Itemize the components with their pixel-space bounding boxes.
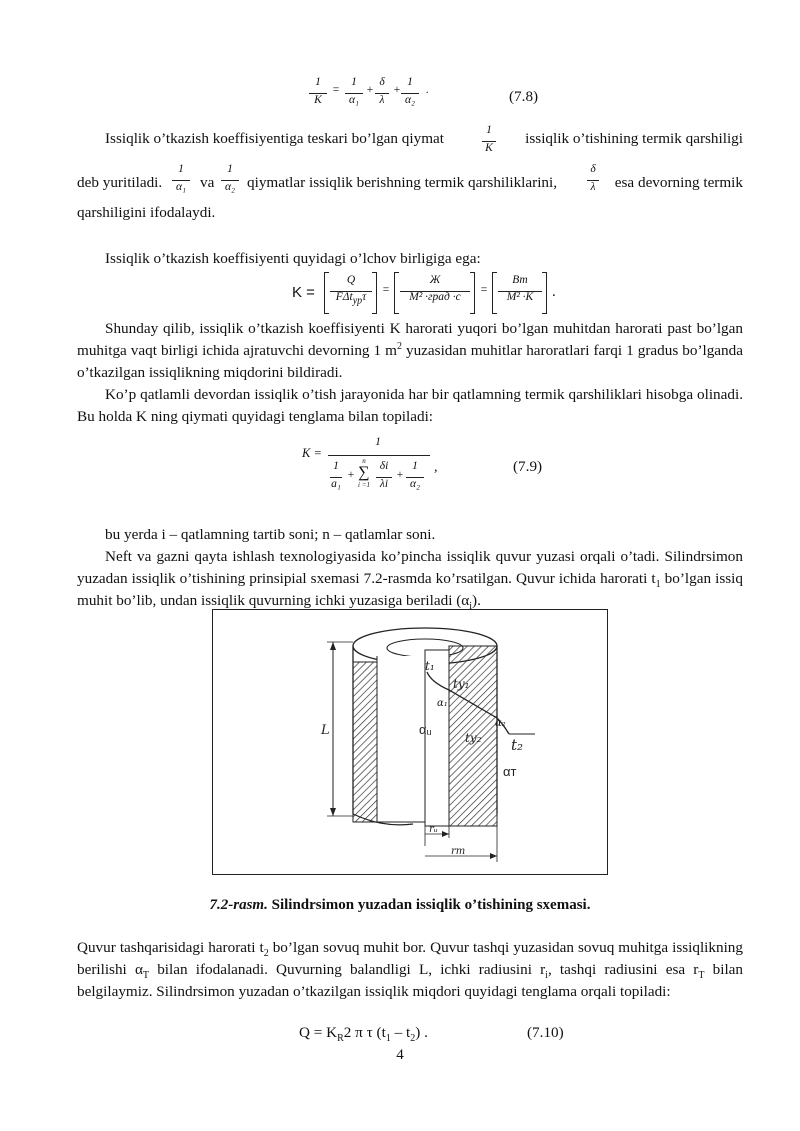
para8-sub4: T	[698, 970, 705, 982]
eq78-dot: .	[426, 84, 429, 96]
equation-7-8	[305, 74, 445, 118]
para4-sup: 2	[396, 340, 402, 352]
para2-f3-den: λ	[590, 181, 596, 193]
units-equation	[292, 270, 572, 316]
para7-text-b: bo’lgan issiq muhit bo’lib, undan issiqlik quvurning ichki yuzasiga beriladi (α	[77, 570, 743, 609]
eq78-lhs-num: 1	[315, 76, 321, 88]
para8-text-e: bilan belgilaymiz. Silindrsimon yuzadan o’tkazilgan issiqlik miqdori quyidagi tenglama orqali topiladi:	[77, 961, 744, 1000]
eq79-d3-num: 1	[412, 460, 418, 472]
label-t1: t₁	[425, 659, 435, 673]
eq78-t1-den: α₁	[348, 94, 360, 106]
para2-f2-den: α₂	[224, 181, 236, 193]
caption-text: Silindrsimon yuzadan issiqlik o’tishining sxemasi.	[267, 897, 591, 913]
eq78-lhs-den: K	[314, 94, 322, 106]
label-t2: t₂	[511, 736, 524, 754]
para2-fraction2	[221, 163, 239, 193]
eq79-sum-bottom: i =1	[358, 481, 370, 489]
para6-text: bu yerda i – qatlamning tartib soni; n – qatlamlar soni.	[105, 526, 436, 543]
para4-text-b: yuzasidan muhitlar haroratlari farqi 1 gradus bo’lganda o’tkazilgan issiqlikning miqdorini bildiradi.	[77, 342, 743, 381]
equation-number-7-8: (7.8)	[509, 88, 539, 105]
cylinder-diagram	[213, 610, 607, 874]
eq710-a: Q = K	[299, 1024, 338, 1041]
eq79-sum-top: n	[362, 457, 366, 465]
para1-frac-num: 1	[486, 124, 492, 136]
eq79-plus2: +	[396, 469, 404, 481]
para8-sub3: i	[545, 970, 548, 982]
units-u3-num: Вт	[512, 274, 528, 286]
para4-text-a: Shunday qilib, issiqlik o’tkazish koeffisiyenti K harorati yuqori bo’lgan muhitdan harorati past bo’lgan muhitga vaqt birligi ichida ajratuvchi devorning 1 m	[77, 320, 743, 359]
para2-text-b: qiymatlar issiqlik berishning termik qarshiliklarini,	[247, 174, 558, 191]
label-r-outer: rт	[451, 846, 466, 857]
para7-text-a: Neft va gazni qayta ishlash texnologiyasida ko’pincha issiqlik quvur yuzasi orqali o’tadi. Silindrsimon yuzadan issiqlik o’tishining prinsipial sxemasi 7.2-rasmda ko’rsatilgan. Quvur ichida harorati t	[77, 548, 743, 587]
para8-text-d: , tashqi radiusini esa r	[547, 961, 699, 978]
units-u1-den: FΔt	[335, 291, 353, 303]
para7	[77, 546, 743, 612]
eq78-equals: =	[332, 84, 340, 96]
para2-f2-num: 1	[227, 163, 233, 175]
eq78-t3-den: α₂	[404, 94, 416, 106]
eq78-t2-den: λ	[379, 94, 385, 106]
eq710-b: 2 π τ (t	[343, 1024, 386, 1041]
para8-text-a: Quvur tashqarisidagi harorati t	[77, 939, 264, 956]
para2-fraction1	[172, 163, 190, 193]
eq78-t1-num: 1	[351, 76, 357, 88]
equation-7-10	[299, 1024, 428, 1045]
label-alpha-outer: αт	[503, 764, 517, 779]
units-u3-den: М² ·К	[506, 291, 534, 303]
para2-va: va	[200, 174, 215, 191]
eq78-lhs	[309, 76, 327, 106]
para7-sub2: i	[469, 601, 473, 613]
label-alpha1: α₁	[437, 698, 448, 709]
para2-text-d: qarshiligini ifodalaydi.	[77, 204, 216, 221]
para2-f3-num: δ	[590, 163, 596, 175]
eq710-sub: R	[337, 1033, 344, 1045]
eq78-t2-num: δ	[379, 76, 385, 88]
para3-text: Issiqlik o’tkazish koeffisiyenti quyidagi o’lchov birligiga ega:	[105, 250, 481, 267]
eq710-s2: 2	[410, 1033, 416, 1045]
units-u1-num: Q	[346, 274, 356, 286]
label-alpha-inner: αᵤ	[419, 722, 432, 737]
eq79-d3-den: α₂	[409, 478, 421, 490]
units-u1-den-tail: τ	[362, 291, 367, 303]
eq710-d: ) .	[415, 1024, 428, 1041]
eq79-comma: ,	[434, 460, 438, 475]
figure-7-2-frame	[212, 609, 608, 875]
equation-number-7-9: (7.9)	[513, 458, 543, 475]
para8-sub2: T	[142, 970, 150, 982]
eq79-d1-num: 1	[333, 460, 339, 472]
page-number: 4	[396, 1047, 404, 1063]
eq78-t3-num: 1	[407, 76, 413, 88]
eq78-plus1: +	[366, 84, 374, 96]
units-lhs: K =	[292, 284, 315, 301]
para2-fraction3	[587, 163, 599, 193]
para1-text-a: Issiqlik o’tkazish koeffisiyentiga teskari bo’lgan qiymat	[105, 130, 444, 147]
eq79-d2-num: δi	[379, 460, 389, 472]
para8	[77, 937, 743, 1003]
para7-sub1: 1	[655, 579, 661, 591]
units-eq2: =	[480, 284, 488, 296]
left-wall	[353, 662, 377, 822]
units-eq1: =	[382, 284, 390, 296]
label-ty1: ty₁	[453, 677, 470, 691]
para8-text-b: bo’lgan sovuq muhit bor. Quvur tashqi yuzasidan sovuq muhitga issiqlikning berilishi α	[77, 939, 743, 978]
caption-number: 7.2-rasm.	[209, 897, 268, 913]
eq79-num: 1	[375, 436, 381, 448]
para7-text-c: ).	[472, 592, 481, 609]
eq79-lhs: K =	[302, 446, 322, 460]
para1-fraction	[482, 124, 496, 154]
eq79-sum-symbol: ∑	[358, 464, 370, 481]
label-ty2: ty₂	[465, 731, 482, 745]
label-L: L	[321, 723, 330, 738]
para5-text: Ko’p qatlamli devordan issiqlik o’tish jarayonida har bir qatlamning termik qarshiliklari hisobga olinadi. Bu holda K ning qiymati quyidagi tenglama bilan topiladi:	[77, 386, 743, 425]
para2-text-a: deb yuritiladi.	[77, 174, 163, 191]
para1-frac-den: K	[485, 142, 493, 154]
para8-sub1: 2	[263, 948, 269, 960]
units-u1-den-sub: yp	[352, 295, 363, 307]
eq710-c: – t	[390, 1024, 411, 1041]
units-dot: .	[552, 284, 556, 300]
eq79-d1-den: a₁	[331, 478, 341, 490]
para2-f1-num: 1	[178, 163, 184, 175]
eq79-plus1: +	[347, 469, 355, 481]
equation-number-7-10: (7.10)	[527, 1024, 564, 1041]
para8-text-c: bilan ifodalanadi. Quvurning balandligi L, ichki radiusini r	[149, 961, 546, 978]
units-u2-num: Ж	[429, 274, 441, 286]
eq78-plus2: +	[393, 84, 401, 96]
eq79-d2-den: λi	[379, 478, 389, 490]
figure-caption	[0, 897, 800, 914]
para4	[77, 318, 743, 384]
units-u2-den: М² ·град ·с	[409, 291, 461, 303]
para2-f1-den: α₁	[175, 181, 187, 193]
label-alpha2: α₂	[495, 718, 506, 729]
para2-text-c: esa devorning termik	[614, 174, 743, 191]
label-r-inner: rᵤ	[429, 824, 438, 835]
eq710-s1: 1	[385, 1033, 391, 1045]
para1-text-b: issiqlik o’tishining termik qarshiligi	[525, 130, 743, 147]
equation-7-9	[300, 436, 450, 502]
